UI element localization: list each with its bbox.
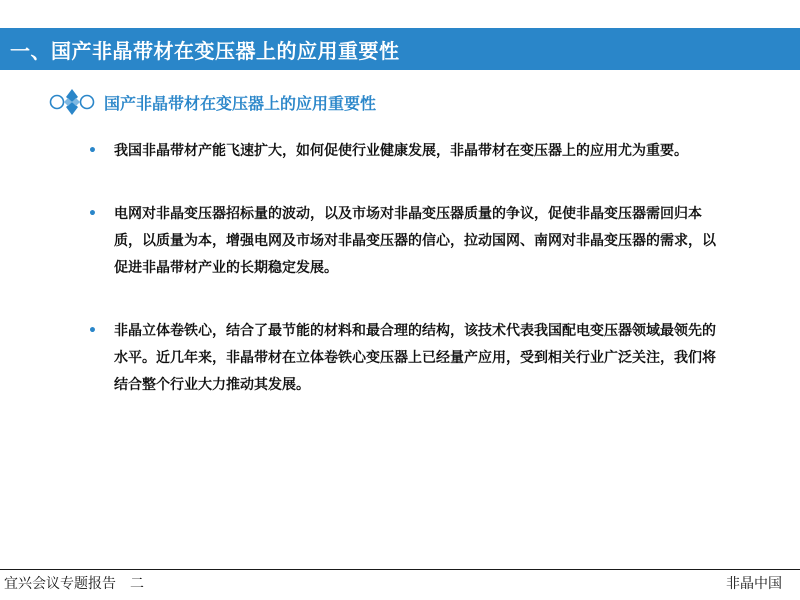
bullet-item xyxy=(88,201,718,282)
bullet-dot: • xyxy=(88,323,97,339)
bullet-text: 电网对非晶变压器招标量的波动，以及市场对非晶变压器质量的争议，促使非晶变压器需回归本质，以质量为本，增强电网及市场对非晶变压器的信心，拉动国网、南网对非晶变压器的需求，以促进非晶带材产业的长期稳定发展。 xyxy=(114,206,716,276)
section-header xyxy=(48,86,376,118)
section-heading: 国产非晶带材在变压器上的应用重要性 xyxy=(104,93,377,113)
bullet-dot: • xyxy=(88,143,97,159)
bullet-item xyxy=(88,138,718,165)
bullet-text: 我国非晶带材产能飞速扩大，如何促使行业健康发展，非晶带材在变压器上的应用尤为重要。 xyxy=(114,143,688,159)
footer-brand: 非晶中国 xyxy=(726,576,782,592)
bullet-list xyxy=(88,138,718,435)
title-bar xyxy=(0,28,800,70)
footer-divider xyxy=(0,569,800,570)
bullet-dot: • xyxy=(88,206,97,222)
page-title: 一、国产非晶带材在变压器上的应用重要性 xyxy=(10,38,400,63)
diamond-circles-logo-icon xyxy=(48,87,96,117)
footer-report-name: 宜兴会议专题报告 二 xyxy=(4,576,144,592)
bullet-text: 非晶立体卷铁心，结合了最节能的材料和最合理的结构，该技术代表我国配电变压器领域最领先的水平。近几年来，非晶带材在立体卷铁心变压器上已经量产应用，受到相关行业广泛关注，我们将结合整个行业大力推动其发展。 xyxy=(114,323,716,393)
bullet-item xyxy=(88,318,718,399)
